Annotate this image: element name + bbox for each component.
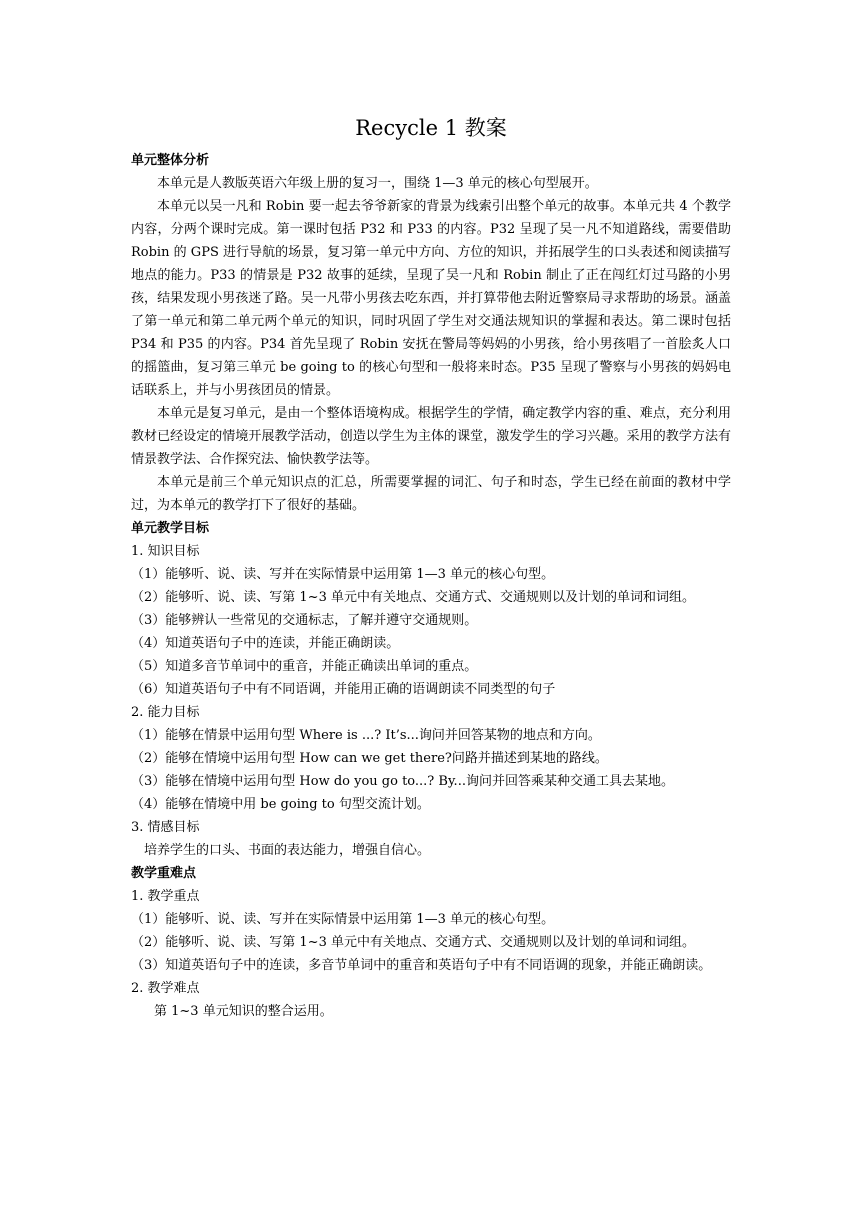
subsection-label: 1. 教学重点 [131,889,200,904]
section-heading: 教学重难点 [131,866,197,881]
list-item: （1）能够听、说、读、写并在实际情景中运用第 1—3 单元的核心句型。 [131,912,555,927]
paragraph: 本单元是人教版英语六年级上册的复习一，围绕 1—3 单元的核心句型展开。 [157,176,598,191]
list-item: （1）能够在情景中运用句型 Where is ...? It’s...询问并回答某物的地点和方向。 [131,728,601,743]
subsection-label: 1. 知识目标 [131,544,200,559]
section-heading: 单元教学目标 [131,521,210,536]
subsection-label: 2. 教学难点 [131,981,200,996]
page-title: Recycle 1 教案 [355,116,507,140]
list-item: （4）能够在情境中用 be going to 句型交流计划。 [131,797,430,812]
list-item: （4）知道英语句子中的连读，并能正确朗读。 [131,636,400,651]
paragraph: 本单元以吴一凡和 Robin 要一起去爷爷新家的背景为线索引出整个单元的故事。本单元共 4 个教学内容，分两个课时完成。第一课时包括 P32 和 P33 的内容。P32 呈现了吴一凡不知道路线，需要借助 Robin 的 GPS 进行导航的场景，复习第一单元中方向、方位的知识，并拓展学生的口头表述和阅读描写地点的能力。P33 的情景是 P32 故事的延续，呈现了吴一凡和 Robin 制止了正在闯红灯过马路的小男孩，结果发现小男孩迷了路。吴一凡带小男孩去吃东西，并打算带他去附近警察局寻求帮助的场景。涵盖了第一单元和第二单元两个单元的知识，同时巩固了学生对交通法规知识的掌握和表达。第二课时包括 P34 和 P35 的内容。P34 首先呈现了 Robin 安抚在警局等妈妈的小男孩，给小男孩唱了一首脍炙人口的摇篮曲，复习第三单元 be going to 的核心句型和一般将来时态。P35 呈现了警察与小男孩的妈妈电话联系上，并与小男孩团员的情景。 [131,199,731,398]
list-item: （5）知道多音节单词中的重音，并能正确读出单词的重点。 [131,659,478,674]
section-unit-analysis [131,149,731,517]
paragraph: 本单元是复习单元，是由一个整体语境构成。根据学生的学情，确定教学内容的重、难点，充分利用教材已经设定的情境开展教学活动，创造以学生为主体的课堂，激发学生的学习兴趣。采用的教学方法有情景教学法、合作探究法、愉快教学法等。 [131,406,731,467]
section-heading: 单元整体分析 [131,153,210,168]
list-item: （2）能够在情境中运用句型 How can we get there?问路并描述到某地的路线。 [131,751,608,766]
list-item: （3）能够在情境中运用句型 How do you go to...? By...询问并回答乘某种交通工具去某地。 [131,774,674,789]
section-unit-objectives [131,517,731,862]
list-item: （2）能够听、说、读、写第 1~3 单元中有关地点、交通方式、交通规则以及计划的单词和词组。 [131,590,695,605]
list-item: （1）能够听、说、读、写并在实际情景中运用第 1—3 单元的核心句型。 [131,567,555,582]
list-item: （2）能够听、说、读、写第 1~3 单元中有关地点、交通方式、交通规则以及计划的单词和词组。 [131,935,695,950]
list-item: （3）知道英语句子中的连读，多音节单词中的重音和英语句子中有不同语调的现象，并能正确朗读。 [131,958,712,973]
subsection-label: 2. 能力目标 [131,705,200,720]
list-item: （3）能够辨认一些常见的交通标志，了解并遵守交通规则。 [131,613,478,628]
subsection-text: 第 1~3 单元知识的整合运用。 [154,1004,333,1019]
section-key-points [131,862,731,1023]
document-body [131,112,731,1023]
paragraph: 本单元是前三个单元知识点的汇总，所需要掌握的词汇、句子和时态，学生已经在前面的教材中学过，为本单元的教学打下了很好的基础。 [131,475,731,513]
subsection-label: 3. 情感目标 [131,820,200,835]
subsection-text: 培养学生的口头、书面的表达能力，增强自信心。 [144,843,431,858]
list-item: （6）知道英语句子中有不同语调，并能用正确的语调朗读不同类型的句子 [131,682,556,697]
